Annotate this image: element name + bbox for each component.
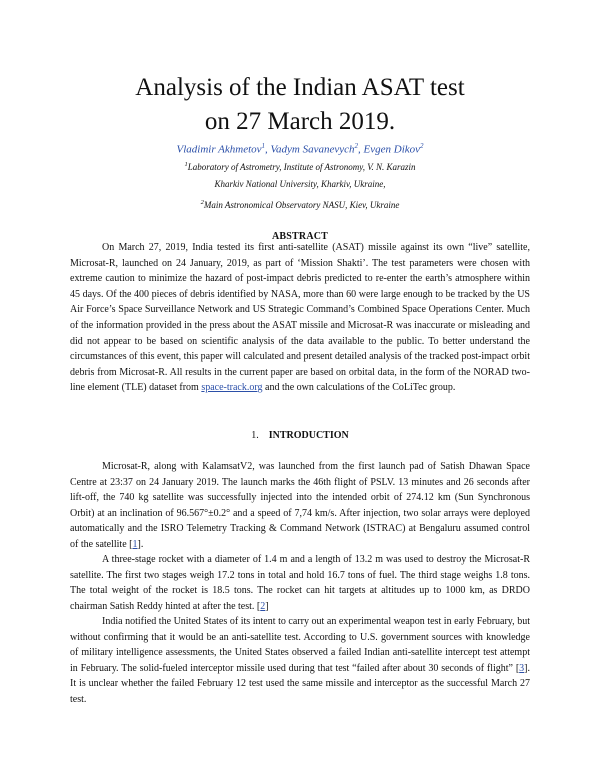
reference-link-2[interactable]: 2 (260, 600, 266, 612)
space-track-link[interactable]: space-track.org (201, 382, 263, 394)
intro-paragraph-3: India notified the United States of its intent to carry out an experimental weapon test in early February, but without confirming that it would be an anti-satellite test. According to U.S. government sources with knowledge of military intelligence assessments, the United States observed a failed Indian anti-satellite intercept test attempt in February. The solid-fueled interceptor missile used during that test “failed after about 30 seconds of flight” [3]. It is unclear whether the failed February 12 test used the same missile and interceptor as the successful March 27 test. (70, 616, 530, 705)
intro-paragraph-1: Microsat-R, along with KalamsatV2, was launched from the first launch pad of Satish Dhawan Space Centre at 23:37 on 24 January 2019. The launch marks the 46th flight of PSLV. 13 minutes and 26 seconds after lift-off, the 740 kg satellite was successfully injected into the intended orbit of 274.12 km (Sun Synchronous Orbit) at an inclination of 96.567°±0.2° and a speed of 7,74 km/s. After injection, two solar arrays were deployed automatically and the ISRO Telemetry Tracking & Command Network (ISTRAC) at Bengaluru assumed control of the satellite [1]. (70, 461, 530, 550)
paper-title (0, 71, 600, 139)
title-line-1: Analysis of the Indian ASAT test (135, 74, 465, 101)
author-affil-mark: 2 (354, 142, 359, 150)
section-heading (0, 430, 600, 441)
author-affil-mark: 1 (261, 142, 266, 150)
author-list: Vladimir Akhmetov$^1$, Vadym Savanevych$^2$, Evgen Dikov$^2$ (176, 142, 424, 156)
author-name: Evgen Dikov (363, 143, 421, 156)
reference-link-1[interactable]: 1 (132, 538, 138, 550)
affiliation-mark: 1 (184, 161, 188, 168)
author-name: Vadym Savanevych (270, 143, 355, 156)
section-title: INTRODUCTION (268, 430, 349, 441)
reference-link-3[interactable]: 3 (519, 662, 525, 674)
affiliation-1-line-1: $^1$Laboratory of Astrometry, Institute of Astronomy, V. N. Karazin (184, 161, 416, 172)
affiliation-mark: 2 (200, 199, 204, 206)
title-line-2: on 27 March 2019. (204, 108, 396, 135)
abstract-heading: ABSTRACT (271, 231, 329, 242)
author-affil-mark: 2 (420, 142, 424, 150)
author-name: Vladimir Akhmetov (176, 143, 262, 156)
intro-paragraph-2: A three-stage rocket with a diameter of 1.4 m and a length of 13.2 m was used to destroy the Microsat-R satellite. The first two stages weigh 17.2 tons in total and hold 16.7 tons of fuel. The third stage weighs 1.8 tons. The total weight of the rocket is 18.5 tons. The rocket can hit targets at altitudes up to 1000 km, as DRDO chairman Satish Reddy hinted at after the test. [2] (70, 554, 530, 612)
affiliation-2: $^2$Main Astronomical Observatory NASU, Kiev, Ukraine (200, 199, 400, 210)
section-number: 1. (251, 430, 259, 441)
abstract-body: On March 27, 2019, India tested its first anti-satellite (ASAT) missile against its own “live” satellite, Microsat-R, launched on 24 January, 2019, as part of ‘Mission Shakti’. The test parameters were chosen with extreme caution to minimize the hazard of post-impact debris predicted to re-enter the earth’s atmosphere within 45 days. Of the 400 pieces of debris identified by NASA, more than 60 were large enough to be tracked by the US Air Force’s Space Surveillance Network and US Strategic Command’s Combined Space Operations Center. Much of the information provided in the press about the ASAT missile and Microsat-R was inaccurate or misleading and did not appear to be based on scientific analysis of the data available to the public. To better understand the circumstances of this event, this paper will calculated and present detailed analysis of the tracked post-impact orbit debris from Microsat-R. All results in the current paper are based on orbital data, in the form of the NORAD two-line element (TLE) dataset from space-track.org and the own calculations of the CoLiTec group. (70, 242, 530, 394)
affiliation-1-line-2: Kharkiv National University, Kharkiv, Ukraine, (214, 179, 386, 189)
